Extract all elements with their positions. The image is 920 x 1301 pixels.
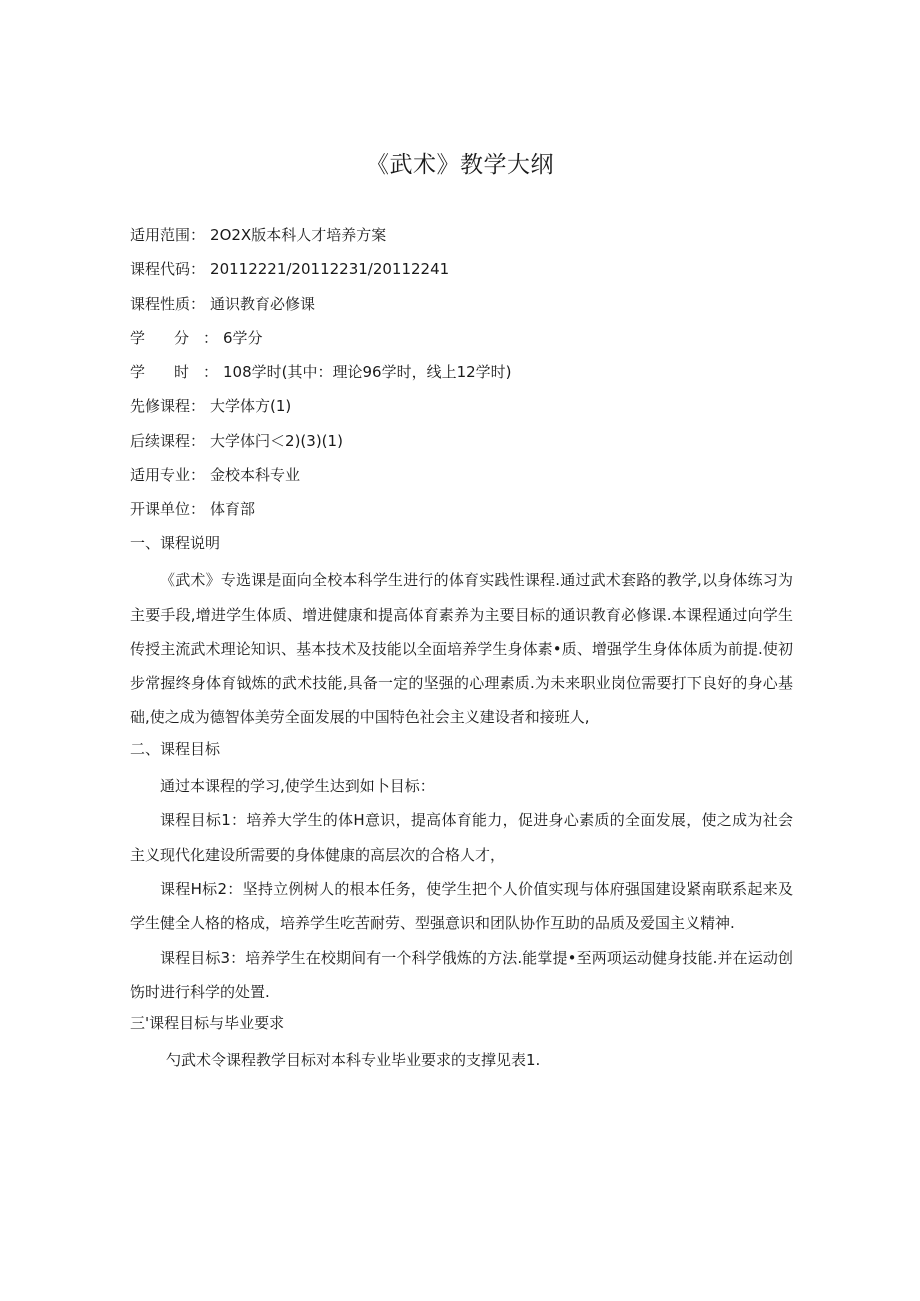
meta-label: 课程性质 xyxy=(130,294,191,313)
meta-nature: 课程性质： 通识教育必修课 xyxy=(130,290,810,324)
document-title: 《武术》教学大纲 xyxy=(366,152,554,178)
meta-value: 2O2X版本科人才培养方案 xyxy=(210,226,387,244)
goal-3-paragraph: 课程目标3：培养学生在校期间有一个科学俄炼的方法.能掌提•至两项运动健身技能.并在运动创饬时进行科学的处置. xyxy=(130,948,793,1001)
meta-label: 学 时 xyxy=(130,363,190,382)
meta-label: 先修课程 xyxy=(130,397,191,416)
course-meta-list xyxy=(130,221,810,530)
support-table-reference: 勺武术令课程教学目标对本科专业毕业要求的支撑见表1. xyxy=(166,1051,541,1070)
meta-value: 大学体闩＜2)(3)(1) xyxy=(210,431,343,450)
meta-followup: 后续课程： 大学体闩＜2)(3)(1) xyxy=(130,427,810,461)
meta-value: 6学分 xyxy=(223,328,263,347)
meta-hours: 学 时 ： 108学时(其中：理论96学时，线上12学时) xyxy=(130,358,810,392)
meta-major: 适用专业： 金校本科专业 xyxy=(130,461,810,495)
meta-value: 108学时(其中：理论96学时，线上12学时) xyxy=(223,363,512,382)
section-heading-2: 二、课程目标 xyxy=(130,739,221,758)
meta-label: 适用范围 xyxy=(130,226,191,244)
meta-unit: 开课单位： 体育部 xyxy=(130,495,810,529)
meta-value: 20112221/20112231/20112241 xyxy=(210,260,450,279)
goal-2-paragraph: 课程H标2：坚持立例树人的根本任务，使学生把个人价值实现与体府强国建设紧南联系起来及学生健全人格的格成，培养学生吃苦耐劳、型强意识和团队协作互助的品质及爱国主义精神. xyxy=(130,879,793,933)
meta-label: 适用专业 xyxy=(130,466,191,485)
goals-intro: 通过本课程的学习,使学生达到如卜目标： xyxy=(160,777,435,796)
meta-value: 通识教育必修课 xyxy=(210,294,316,313)
meta-label: 开课单位 xyxy=(130,500,191,519)
meta-code: 课程代码： 20112221/20112231/20112241 xyxy=(130,255,810,289)
meta-credits: 学 分 ： 6学分 xyxy=(130,324,810,358)
meta-value: 体育部 xyxy=(210,500,256,519)
goal-1-paragraph: 课程目标1：培养大学生的体H意识，提高体育能力，促进身心素质的全面发展，使之成为社会主义现代化建设所需要的身体健康的高层次的合格人才， xyxy=(130,811,793,864)
section-heading-1: 一、课程说明 xyxy=(130,534,221,552)
meta-label: 学 分 xyxy=(130,328,190,347)
meta-prereq: 先修课程： 大学体方(1) xyxy=(130,392,810,426)
meta-value: 金校本科专业 xyxy=(210,466,301,485)
meta-label: 课程代码 xyxy=(130,260,191,279)
section-heading-3: 三'课程目标与毕业要求 xyxy=(130,1014,285,1033)
meta-label: 后续课程 xyxy=(130,431,191,450)
meta-scope: 适用范围： 2O2X版本科人才培养方案 xyxy=(130,221,810,255)
meta-value: 大学体方(1) xyxy=(210,397,292,416)
course-description-paragraph: 《武术》专选课是面向全校本科学生进行的体育实践性课程.通过武术套路的教学,以身体练习为主要手段,增进学生体质、增进健康和提高体育素养为主要目标的通识教育必修课.本课程通过向学生传授主流武术理论知识、基本技术及技能以全面培养学生身体素•质、增强学生身体体质为前提.使初步常握终身体育钺炼的武术技能,具备一定的坚强的心理素质.为未来职业岗位需要打下良好的身心基础,使之成为德智体美劳全面发展的中国特色社会主义建设者和接班人, xyxy=(130,571,793,727)
document-body xyxy=(130,529,793,1078)
